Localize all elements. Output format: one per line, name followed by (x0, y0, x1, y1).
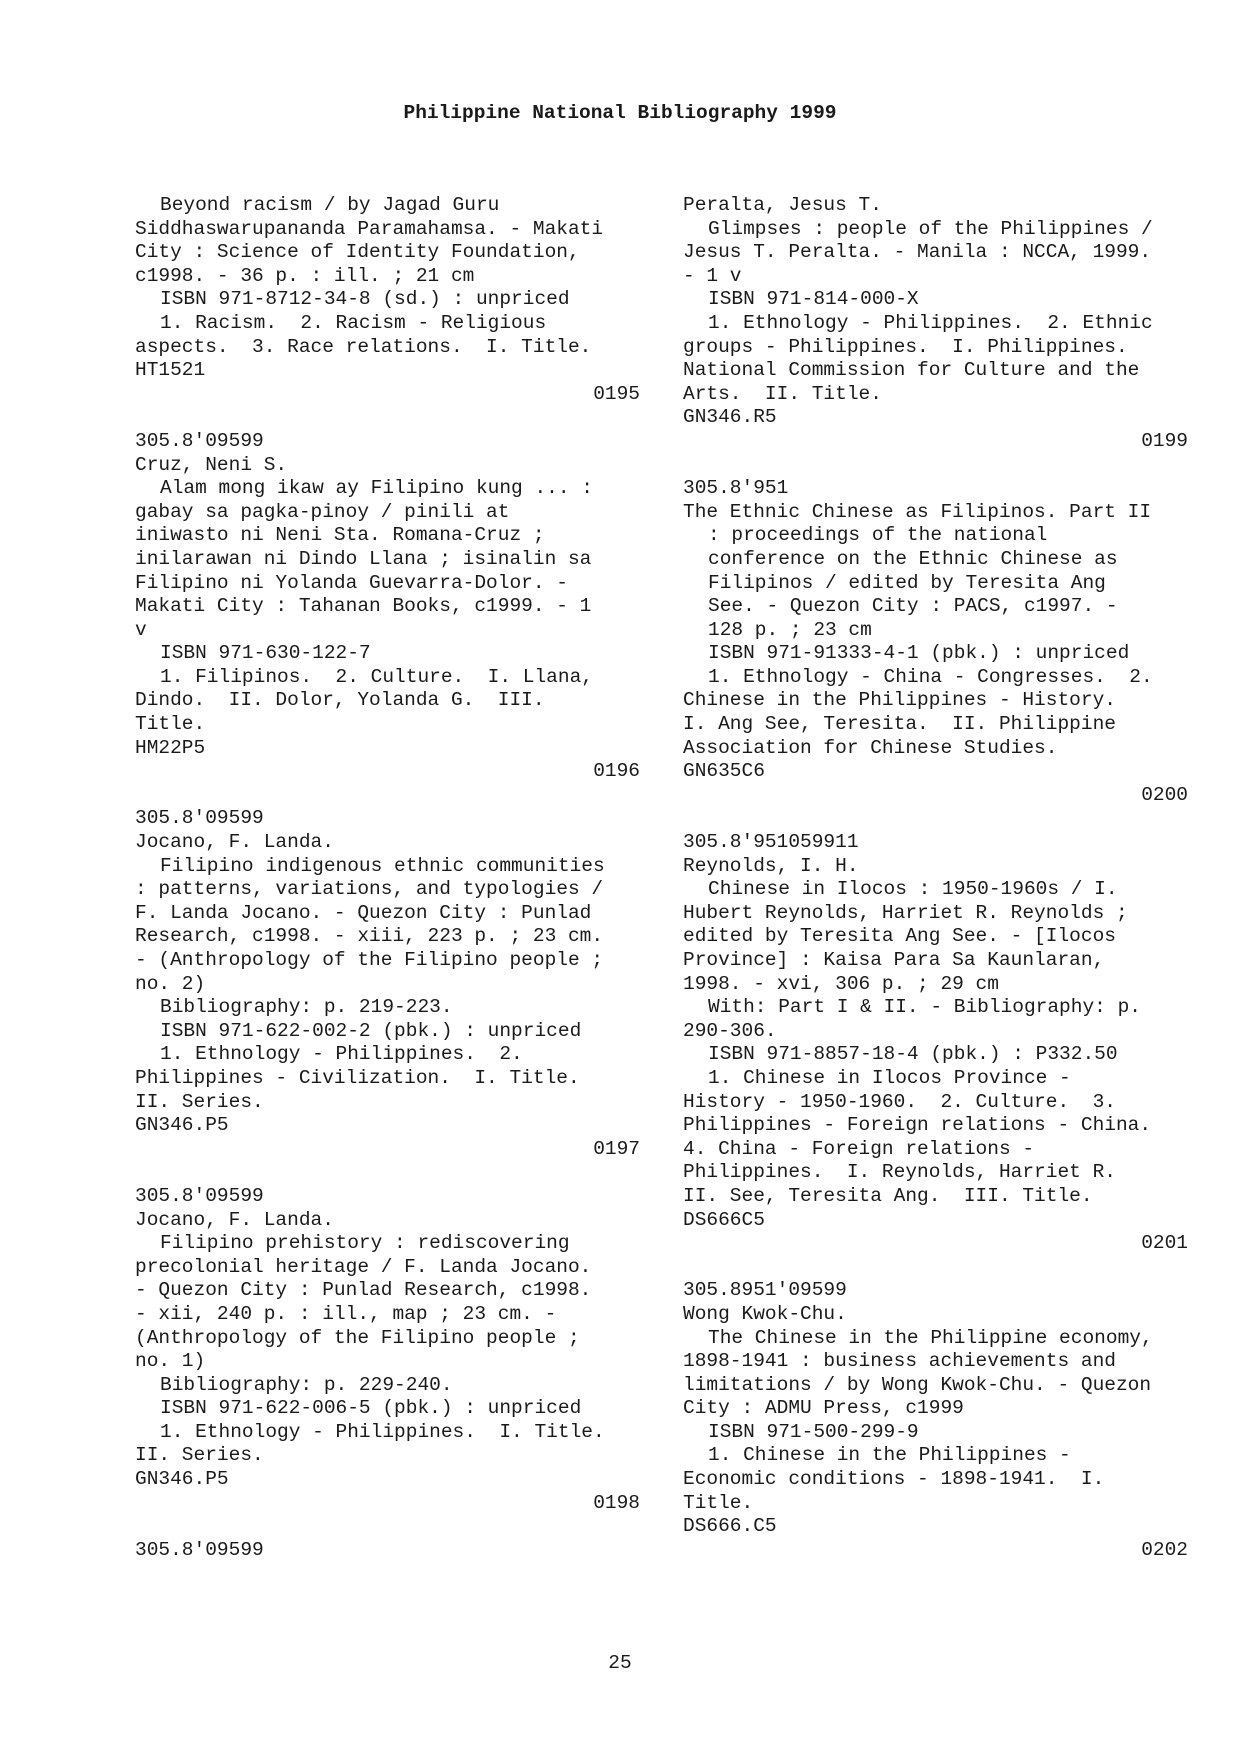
title-line: Alam mong ikaw ay Filipino kung ... : (160, 477, 593, 500)
title-line: inilarawan ni Dindo Llana ; isinalin sa (135, 547, 592, 570)
subject-line: 4. China - Foreign relations - (683, 1137, 1035, 1160)
author-heading: Peralta, Jesus T. (683, 194, 882, 216)
entry-number: 0196 (593, 760, 640, 783)
subject-line: 1. Chinese in the Philippines - (708, 1444, 1071, 1467)
title-line: 1898-1941 : business achievements and (683, 1350, 1116, 1373)
entry-number: 0197 (593, 1137, 640, 1160)
title-line: Filipinos / edited by Teresita Ang (708, 571, 1106, 594)
title-line: : patterns, variations, and typologies / (135, 878, 604, 901)
classification-number: 305.8'951 (683, 477, 789, 500)
entry-0200 (683, 477, 1188, 807)
entry-number: 0195 (593, 382, 640, 405)
title-line: (Anthropology of the Filipino people ; (135, 1326, 580, 1349)
title-line: Beyond racism / by Jagad Guru (160, 194, 500, 216)
entry-0196 (135, 430, 640, 784)
subject-line: Title. (135, 713, 206, 736)
subject-line: 1. Ethnology - Philippines. I. Title. (160, 1420, 605, 1443)
subject-line: History - 1950-1960. 2. Culture. 3. (683, 1090, 1116, 1113)
subject-line: 1. Ethnology - China - Congresses. 2. (708, 665, 1153, 688)
entry-0201 (683, 831, 1188, 1256)
right-column (683, 194, 1188, 1562)
title-line: The Ethnic Chinese as Filipinos. Part II (683, 500, 1152, 523)
bibliography-note: Bibliography: p. 229-240. (160, 1373, 453, 1396)
entry-number: 0201 (1141, 1232, 1188, 1255)
subject-line: II. See, Teresita Ang. III. Title. (683, 1184, 1093, 1207)
entry-0202 (683, 1279, 1188, 1562)
subject-line: Philippines - Foreign relations - China. (683, 1114, 1152, 1137)
title-line: - Quezon City : Punlad Research, c1998. (135, 1279, 592, 1302)
title-line: See. - Quezon City : PACS, c1997. - (708, 595, 1118, 618)
title-line: precolonial heritage / F. Landa Jocano. (135, 1255, 592, 1278)
title-line: no. 1) (135, 1350, 206, 1373)
title-line: Chinese in Ilocos : 1950-1960s / I. (708, 878, 1118, 901)
subject-line: Dindo. II. Dolor, Yolanda G. III. (135, 689, 545, 712)
entry-number: 0200 (1141, 783, 1188, 806)
left-column (135, 194, 640, 1562)
subject-line: 1. Ethnology - Philippines. 2. Ethnic (708, 311, 1153, 334)
title-line: Filipino ni Yolanda Guevarra-Dolor. - (135, 571, 568, 594)
call-number: DS666.C5 (683, 1515, 777, 1538)
title-line: 128 p. ; 23 cm (708, 618, 872, 641)
subject-line: aspects. 3. Race relations. I. Title. (135, 335, 592, 358)
entry-0199 (683, 194, 1188, 454)
title-line: Hubert Reynolds, Harriet R. Reynolds ; (683, 901, 1128, 924)
title-line: City : ADMU Press, c1999 (683, 1397, 964, 1420)
classification-number: 305.8'09599 (135, 1184, 264, 1207)
title-line: conference on the Ethnic Chinese as (708, 547, 1118, 570)
subject-line: Association for Chinese Studies. (683, 736, 1058, 759)
subject-line: 1. Filipinos. 2. Culture. I. Llana, (160, 665, 593, 688)
title-line: - 1 v (683, 264, 742, 287)
entry-0198 (135, 1185, 640, 1515)
subject-line: II. Series. (135, 1090, 264, 1113)
classification-number: 305.8'09599 (135, 429, 264, 452)
author-heading: Jocano, F. Landa. (135, 831, 334, 854)
isbn-line: ISBN 971-91333-4-1 (pbk.) : unpriced (708, 642, 1130, 665)
subject-line: Economic conditions - 1898-1941. I. (683, 1468, 1105, 1491)
call-number: GN346.P5 (135, 1114, 229, 1137)
isbn-line: ISBN 971-622-006-5 (pbk.) : unpriced (160, 1397, 582, 1420)
isbn-line: ISBN 971-814-000-X (708, 288, 919, 311)
call-number: GN346.P5 (135, 1468, 229, 1491)
subject-line: Arts. II. Title. (683, 382, 882, 405)
title-line: Makati City : Tahanan Books, c1999. - 1 (135, 595, 592, 618)
subject-line: II. Series. (135, 1444, 264, 1467)
call-number: GN346.R5 (683, 406, 777, 429)
isbn-line: ISBN 971-8857-18-4 (pbk.) : P332.50 (708, 1043, 1118, 1066)
isbn-line: ISBN 971-630-122-7 (160, 642, 371, 665)
title-line: Research, c1998. - xiii, 223 p. ; 23 cm. (135, 925, 604, 948)
subject-line: 1. Racism. 2. Racism - Religious (160, 311, 547, 334)
title-line: - (Anthropology of the Filipino people ; (135, 949, 604, 971)
call-number: DS666C5 (683, 1208, 765, 1231)
classification-number: 305.8951'09599 (683, 1279, 847, 1302)
title-line: Province] : Kaisa Para Sa Kaunlaran, (683, 949, 1105, 971)
title-line: c1998. - 36 p. : ill. ; 21 cm (135, 264, 475, 287)
classification-number: 305.8'09599 (135, 807, 264, 830)
title-line: The Chinese in the Philippine economy, (708, 1326, 1153, 1349)
classification-number: 305.8'09599 (135, 1538, 264, 1561)
title-line: Filipino indigenous ethnic communities (160, 854, 605, 877)
title-line: Jesus T. Peralta. - Manila : NCCA, 1999. (683, 241, 1152, 264)
title-line: Filipino prehistory : rediscovering (160, 1232, 570, 1255)
title-line: limitations / by Wong Kwok-Chu. - Quezon (683, 1373, 1152, 1396)
subject-line: I. Ang See, Teresita. II. Philippine (683, 713, 1116, 736)
page-number: 25 (608, 1652, 632, 1674)
subject-line: Title. (683, 1491, 754, 1514)
entry-number: 0199 (1141, 429, 1188, 452)
subject-line: groups - Philippines. I. Philippines. (683, 335, 1128, 358)
page-title: Philippine National Bibliography 1999 (403, 102, 837, 124)
title-line: iniwasto ni Neni Sta. Romana-Cruz ; (135, 524, 545, 547)
entry-number: 0202 (1141, 1538, 1188, 1561)
subject-line: Chinese in the Philippines - History. (683, 689, 1116, 712)
call-number: HM22P5 (135, 736, 206, 759)
subject-line: 1. Ethnology - Philippines. 2. (160, 1043, 523, 1066)
title-line: Glimpses : people of the Philippines / (708, 217, 1153, 240)
author-heading: Reynolds, I. H. (683, 854, 859, 877)
note-line: 290-306. (683, 1019, 777, 1042)
subject-line: 1. Chinese in Ilocos Province - (708, 1066, 1071, 1089)
author-heading: Jocano, F. Landa. (135, 1208, 334, 1231)
title-line: edited by Teresita Ang See. - [Ilocos (683, 925, 1116, 948)
bibliography-note: Bibliography: p. 219-223. (160, 996, 453, 1019)
author-heading: Wong Kwok-Chu. (683, 1302, 847, 1325)
title-line: gabay sa pagka-pinoy / pinili at (135, 500, 510, 523)
call-number: HT1521 (135, 359, 206, 382)
title-line: - xii, 240 p. : ill., map ; 23 cm. - (135, 1302, 557, 1325)
title-line: : proceedings of the national (708, 524, 1048, 547)
title-line: F. Landa Jocano. - Quezon City : Punlad (135, 901, 592, 924)
entry-0195 (135, 194, 640, 406)
call-number: GN635C6 (683, 760, 765, 783)
title-line: 1998. - xvi, 306 p. ; 29 cm (683, 972, 999, 995)
title-line: no. 2) (135, 972, 206, 995)
title-line: Siddhaswarupananda Paramahamsa. - Makati (135, 217, 604, 240)
classification-number: 305.8'951059911 (683, 831, 859, 854)
entry-number: 0198 (593, 1491, 640, 1514)
subject-line: Philippines - Civilization. I. Title. (135, 1066, 580, 1089)
title-line: v (135, 618, 147, 641)
title-line: City : Science of Identity Foundation, (135, 241, 580, 264)
subject-line: National Commission for Culture and the (683, 359, 1140, 382)
subject-line: Philippines. I. Reynolds, Harriet R. (683, 1161, 1116, 1184)
isbn-line: ISBN 971-8712-34-8 (sd.) : unpriced (160, 288, 570, 311)
author-heading: Cruz, Neni S. (135, 453, 288, 476)
isbn-line: ISBN 971-622-002-2 (pbk.) : unpriced (160, 1019, 582, 1042)
isbn-line: ISBN 971-500-299-9 (708, 1420, 919, 1443)
entry-0197 (135, 807, 640, 1161)
note-line: With: Part I & II. - Bibliography: p. (708, 996, 1141, 1019)
